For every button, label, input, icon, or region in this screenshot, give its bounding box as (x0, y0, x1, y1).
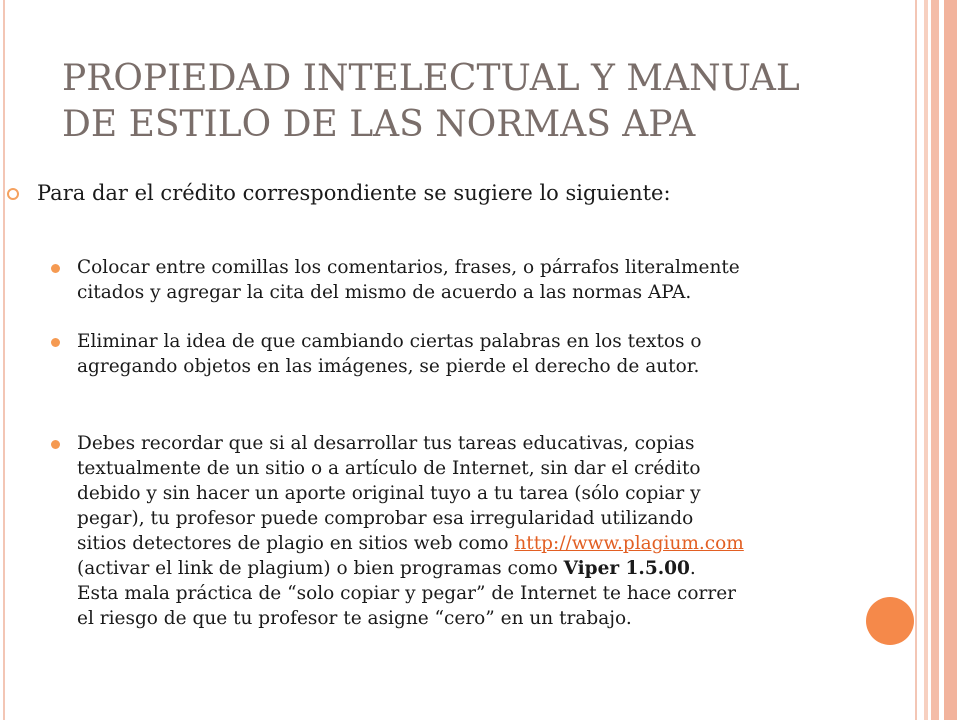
list-item (77, 431, 887, 631)
bullet-text-line: Colocar entre comillas los comentarios, frases, o párrafos literalmente (77, 257, 740, 278)
viper-program-name: Viper 1.5.00 (563, 558, 690, 579)
decor-stripe (944, 0, 957, 720)
bullet-text-line: textualmente de un sitio o a artículo de Internet, sin dar el crédito (77, 458, 701, 479)
decor-stripe (931, 0, 939, 720)
decor-circle (866, 597, 914, 645)
bullet-text-line: pegar), tu profesor puede comprobar esa irregularidad utilizando (77, 508, 694, 529)
bullet-text: . (689, 558, 696, 579)
bullet-text-line: Eliminar la idea de que cambiando ciertas palabras en los textos o (77, 331, 702, 352)
bullet-text-line: Debes recordar que si al desarrollar tus tareas educativas, copias (77, 433, 695, 454)
main-point (37, 178, 671, 208)
plagium-link[interactable]: http://www.plagium.com (514, 533, 744, 554)
bullet-text-line (77, 556, 887, 581)
bullet-text-line (77, 531, 887, 556)
bullet-text-line: citados y agregar la cita del mismo de acuerdo a las normas APA. (77, 282, 692, 303)
bullet-dot-icon (51, 338, 60, 347)
bullet-text-line: agregando objetos en las imágenes, se pierde el derecho de autor. (77, 356, 700, 377)
decor-stripe (924, 0, 928, 720)
ring-bullet-icon (7, 188, 19, 200)
slide-title (62, 56, 862, 148)
list-item (77, 329, 887, 379)
bullet-text-line: Esta mala práctica de “solo copiar y pegar” de Internet te hace correr (77, 583, 736, 604)
bullet-dot-icon (51, 264, 60, 273)
list-item (77, 255, 887, 305)
bullet-text-line: debido y sin hacer un aporte original tuyo a tu tarea (sólo copiar y (77, 483, 701, 504)
title-line: DE ESTILO DE LAS NORMAS APA (62, 104, 696, 145)
bullet-text-line: el riesgo de que tu profesor te asigne “cero” en un trabajo. (77, 608, 632, 629)
title-line: PROPIEDAD INTELECTUAL Y MANUAL (62, 58, 800, 99)
bullet-text: (activar el link de plagium) o bien programas como (77, 558, 564, 579)
bullet-text: sitios detectores de plagio en sitios web como (77, 533, 515, 554)
bullet-dot-icon (51, 440, 60, 449)
main-point-text: Para dar el crédito correspondiente se sugiere lo siguiente: (37, 181, 671, 205)
